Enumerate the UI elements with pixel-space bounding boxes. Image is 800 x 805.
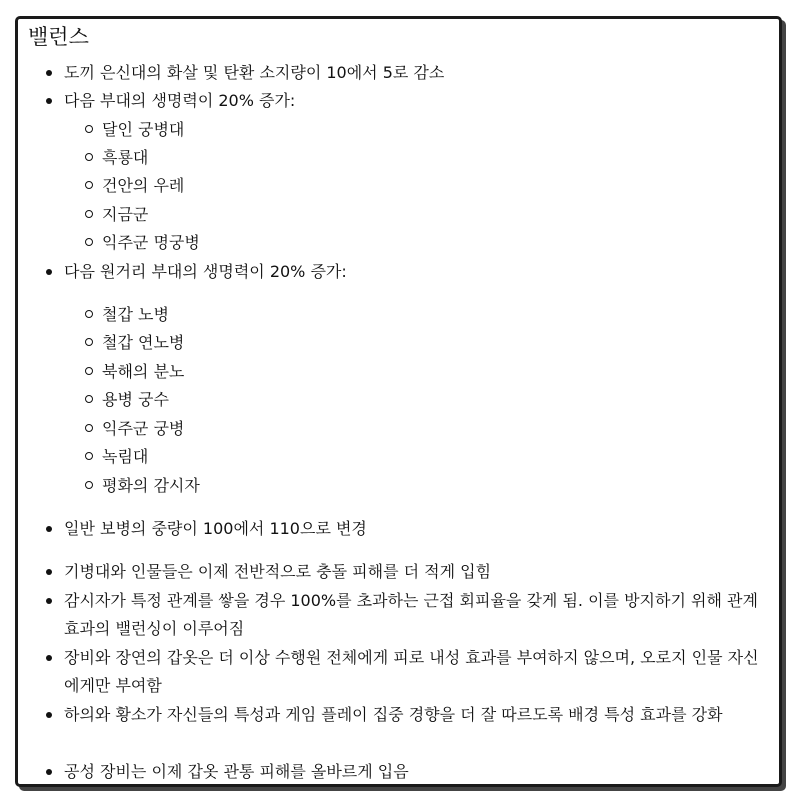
list-item: 장비와 장연의 갑옷은 더 이상 수행원 전체에게 피로 내성 효과를 부여하지 않으며, 오로지 인물 자신에게만 부여함 <box>64 644 769 700</box>
sub-list-item: 익주군 궁병 <box>102 415 184 443</box>
list-item: 다음 부대의 생명력이 20% 증가: <box>64 87 764 115</box>
sub-list-item: 지금군 <box>102 201 148 229</box>
list-item: 하의와 황소가 자신들의 특성과 게임 플레이 집중 경향을 더 잘 따르도록 배경 특성 효과를 강화 <box>64 701 769 729</box>
sub-list-item: 달인 궁병대 <box>102 116 184 144</box>
sub-list-item: 평화의 감시자 <box>102 472 200 500</box>
sub-list-item: 흑룡대 <box>102 144 148 172</box>
list-item: 감시자가 특정 관계를 쌓을 경우 100%를 초과하는 근접 회피율을 갖게 됨. 이를 방지하기 위해 관계 효과의 밸런싱이 이루어짐 <box>64 587 769 643</box>
sub-list-item: 북해의 분노 <box>102 358 184 386</box>
sub-list-item: 익주군 명궁병 <box>102 229 200 257</box>
sub-list-item: 건안의 우레 <box>102 172 184 200</box>
list-item: 공성 장비는 이제 갑옷 관통 피해를 올바르게 입음 <box>64 758 764 786</box>
list-item: 일반 보병의 중량이 100에서 110으로 변경 <box>64 515 764 543</box>
sub-list-item: 녹림대 <box>102 443 148 471</box>
section-title: 밸런스 <box>28 25 89 49</box>
list-item: 기병대와 인물들은 이제 전반적으로 충돌 피해를 더 적게 입힘 <box>64 558 764 586</box>
sub-list-item: 용병 궁수 <box>102 386 169 414</box>
list-item: 도끼 은신대의 화살 및 탄환 소지량이 10에서 5로 감소 <box>64 59 764 87</box>
list-item: 다음 원거리 부대의 생명력이 20% 증가: <box>64 258 764 286</box>
sub-list-item: 철갑 노병 <box>102 301 169 329</box>
content-frame <box>15 16 782 787</box>
sub-list-item: 철갑 연노병 <box>102 329 184 357</box>
